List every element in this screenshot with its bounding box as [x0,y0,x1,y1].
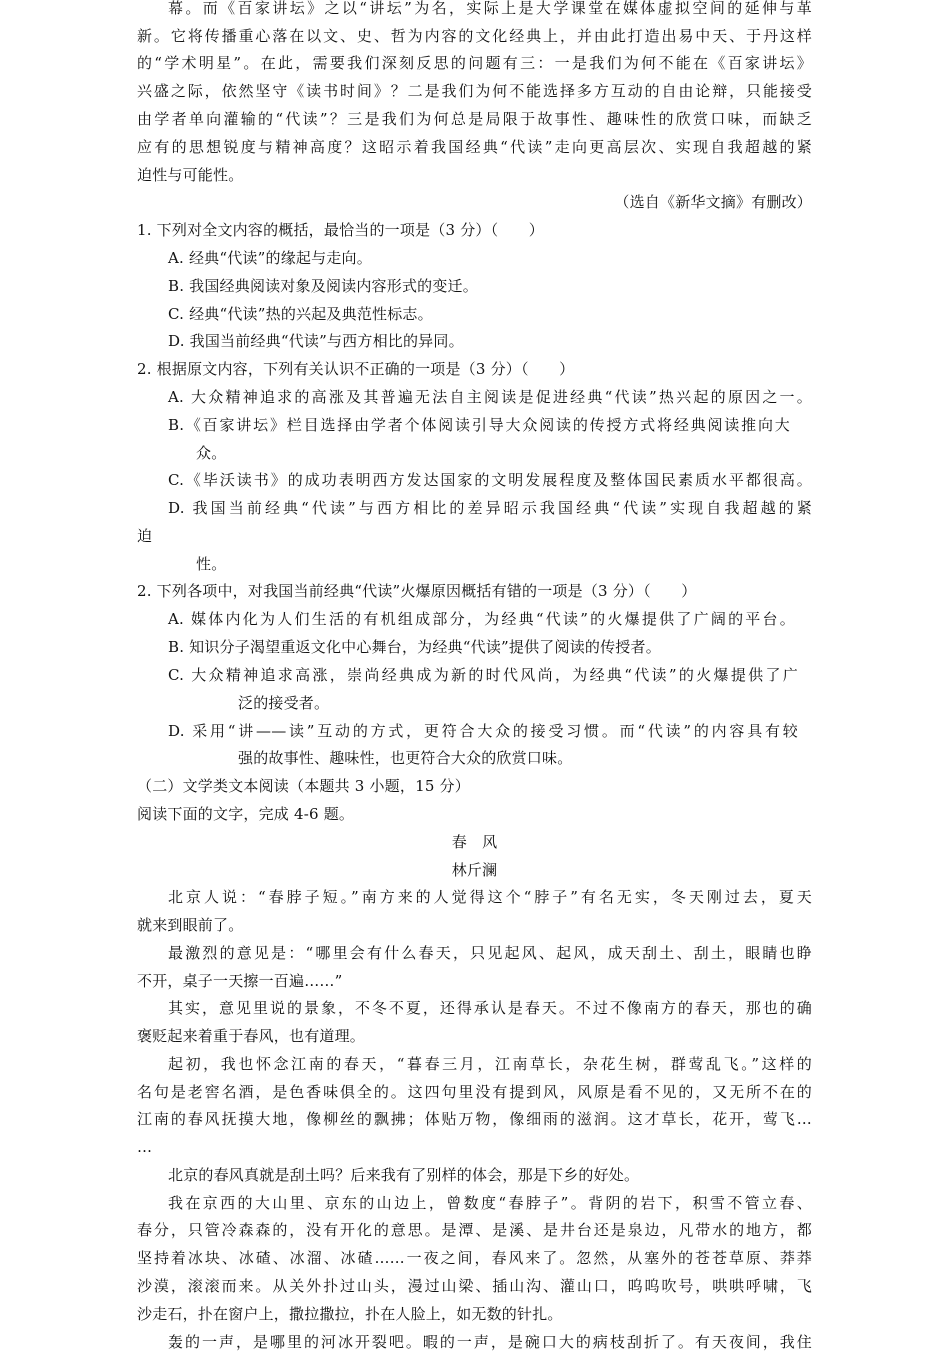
question-3-stem: 2. 下列各项中，对我国当前经典“代读”火爆原因概括有错的一项是（3 分）（ ） [137,582,697,600]
story-title: 春 风 [451,833,498,851]
story-line: 春分，只管冷森森的，没有开化的意思。是潭、是溪、是井台还是泉边，凡带水的地方，都 [137,1221,812,1239]
question-2-option-b: B.《百家讲坛》栏目选择由学者个体阅读引导大众阅读的传授方式将经典阅读推向大 [168,416,790,434]
story-line: 沙漠，滚滚而来。从关外扑过山头，漫过山梁、插山沟、灌山口，呜呜吹号，哄哄呼啸，飞 [137,1277,812,1295]
question-3-option-c: C. 大众精神追求高涨，崇尚经典成为新的时代风尚，为经典“代读”的火爆提供了广 [168,666,798,684]
passage-line: 兴盛之际，依然坚守《读书时间》？二是我们为何不能选择多方互动的自由论辩，只能接受 [137,82,812,100]
story-line: 轰的一声，是哪里的河冰开裂吧。暇的一声，是碗口大的病枝刮折了。有天夜间，我住 [168,1333,812,1351]
question-1-option-a: A. 经典“代读”的缘起与走向。 [168,249,372,267]
passage-source: （选自《新华文摘》有删改） [614,193,812,211]
question-1-stem: 1. 下列对全文内容的概括，最恰当的一项是（3 分）（ ） [137,221,544,239]
section-heading: （二）文学类文本阅读（本题共 3 小题，15 分） [137,777,470,795]
question-3-option-d: D. 采用“讲——读”互动的方式，更符合大众的接受习惯。而“代读”的内容具有较 [168,722,798,740]
question-2-option-d-cont: 迫 [137,527,153,545]
question-1-option-b: B. 我国经典阅读对象及阅读内容形式的变迁。 [168,277,478,295]
passage-line: 应有的思想锐度与精神高度？这昭示着我国经典“代读”走向更高层次、实现自我超越的紧 [137,138,812,156]
story-line: 北京人说：“春脖子短。”南方来的人觉得这个“脖子”有名无实，冬天刚过去，夏天 [168,888,812,906]
story-line: 最激烈的意见是：“哪里会有什么春天，只见起风、起风，成天刮土、刮土，眼睛也睁 [168,944,812,962]
passage-line: 由学者单向灌输的“代读”？三是我们为何总是局限于故事性、趣味性的欣赏口味，而缺乏 [137,110,812,128]
story-line: 沙走石，扑在窗户上，撒拉撒拉，扑在人脸上，如无数的针扎。 [137,1305,563,1323]
passage-line: 迫性与可能性。 [137,166,244,184]
question-2-option-d: D. 我国当前经典“代读”与西方相比的差异昭示我国经典“代读”实现自我超越的紧 [168,499,812,517]
question-2-stem: 2. 根据原文内容，下列有关认识不正确的一项是（3 分）（ ） [137,360,575,378]
story-line: 其实，意见里说的景象，不冬不夏，还得承认是春天。不过不像南方的春天，那也的确 [168,999,812,1017]
passage-line: 幕。而《百家讲坛》之以“讲坛”为名，实际上是大学课堂在媒体虚拟空间的延伸与革 [168,0,812,17]
question-3-option-b: B. 知识分子渴望重返文化中心舞台，为经典“代读”提供了阅读的传授者。 [168,638,661,656]
question-3-option-d-cont: 强的故事性、趣味性，也更符合大众的欣赏口味。 [238,749,573,767]
story-line: 坚持着冰块、冰碴、冰溜、冰碴……一夜之间，春风来了。忽然，从塞外的苍苍草原、莽莽 [137,1249,812,1267]
question-2-option-b-cont: 众。 [196,444,227,462]
passage-line: 新。它将传播重心落在以文、史、哲为内容的文化经典上，并由此打造出易中天、于丹这样 [137,27,812,45]
passage-line: 的“学术明星”。在此，需要我们深刻反思的问题有三：一是我们为何不能在《百家讲坛》 [137,54,812,72]
question-2-option-c: C.《毕沃读书》的成功表明西方发达国家的文明发展程度及整体国民素质水平都很高。 [168,471,812,489]
story-author: 林斤澜 [451,861,498,879]
story-line: 起初，我也怀念江南的春天，“暮春三月，江南草长，杂花生树，群莺乱飞。”这样的 [168,1055,812,1073]
story-line: 就来到眼前了。 [137,916,244,934]
story-line: 不开，桌子一天擦一百遍……” [137,972,343,990]
question-1-option-c: C. 经典“代读”热的兴起及典范性标志。 [168,305,433,323]
story-line: 江南的春风抚摸大地，像柳丝的飘拂；体贴万物，像细雨的滋润。这才草长，花开，莺飞… [137,1110,812,1128]
story-line: 我在京西的大山里、京东的山边上，曾数度“春脖子”。背阴的岩下，积雪不管立春、 [168,1194,812,1212]
question-1-option-d: D. 我国当前经典“代读”与西方相比的异同。 [168,332,464,350]
story-line: 褒贬起来着重于春风，也有道理。 [137,1027,366,1045]
story-line: 北京的春风真就是刮土吗？后来我有了别样的体会，那是下乡的好处。 [168,1166,640,1184]
story-line: … [137,1138,153,1156]
story-line: 名句是老窖名酒，是色香味俱全的。这四句里没有提到风，风原是看不见的，又无所不在的 [137,1083,812,1101]
question-3-option-a: A. 媒体内化为人们生活的有机组成部分，为经典“代读”的火爆提供了广阔的平台。 [168,610,795,628]
question-2-option-d-cont: 性。 [196,555,227,573]
question-3-option-c-cont: 泛的接受者。 [238,694,330,712]
question-2-option-a: A. 大众精神追求的高涨及其普遍无法自主阅读是促进经典“代读”热兴起的原因之一。 [168,388,812,406]
section-instruction: 阅读下面的文字，完成 4-6 题。 [137,805,355,823]
